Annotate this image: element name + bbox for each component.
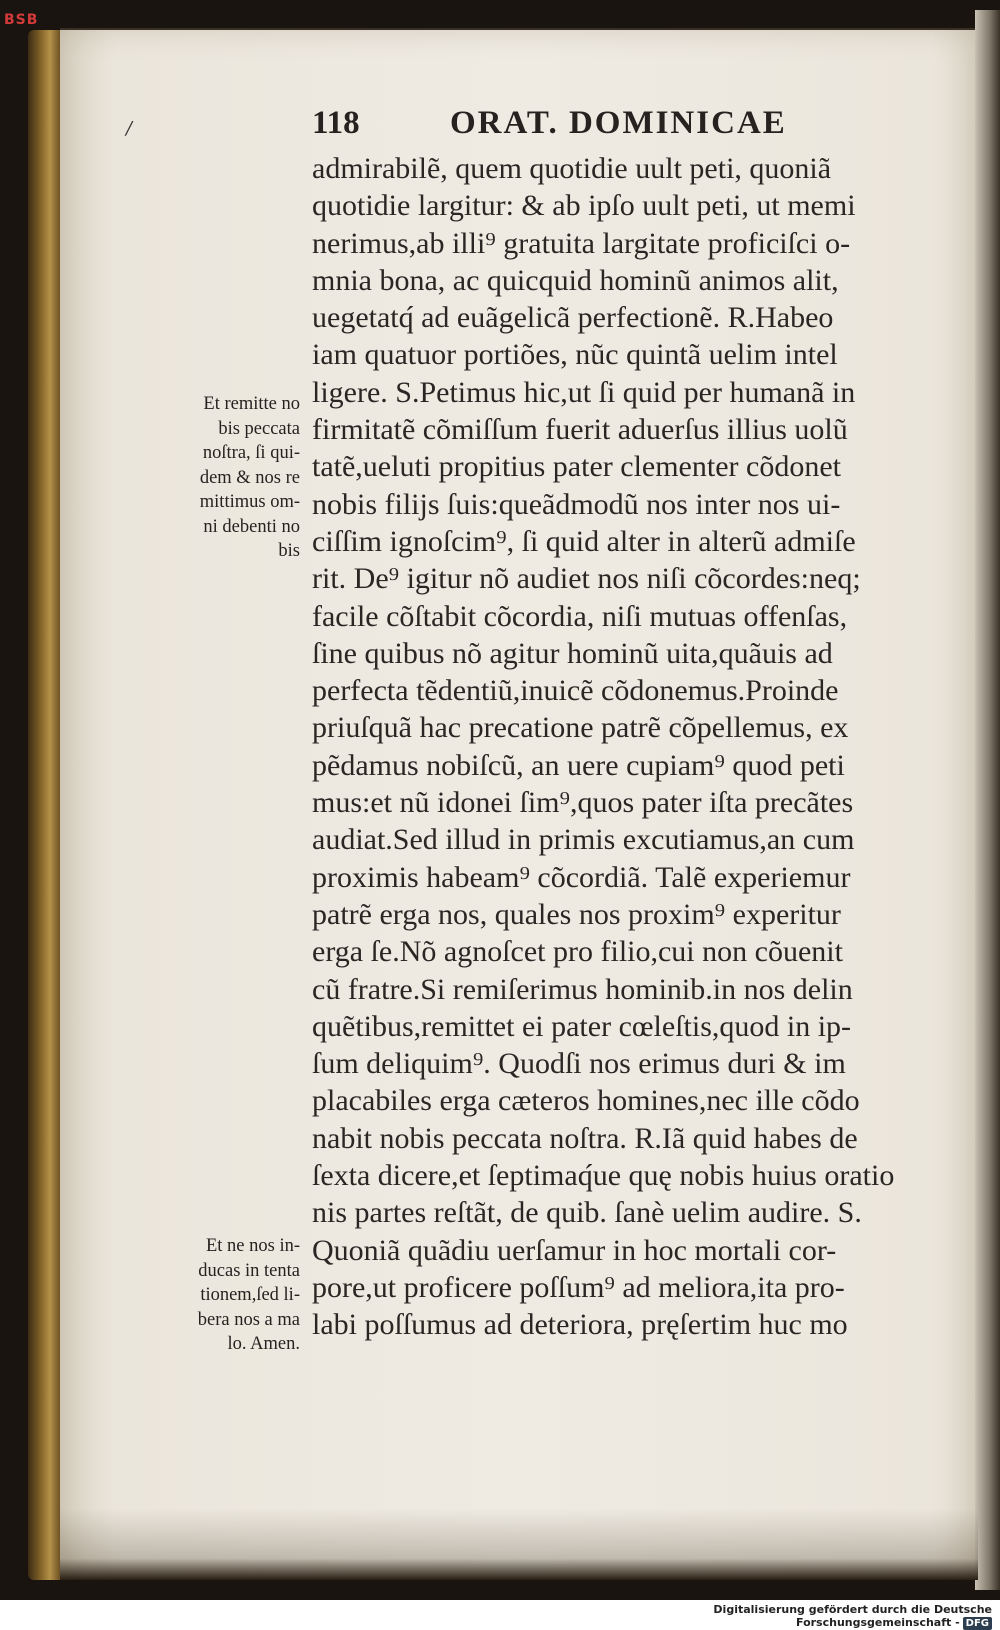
text-line: mnia bona, ac quicquid hominũ animos alit, [312, 263, 839, 297]
main-text-block [312, 150, 957, 1344]
text-line: nis partes reſtãt, de quib. ſanè uelim audire. S. [312, 1196, 862, 1230]
text-line: ſexta dicere,et ſeptimaq́ue quę nobis huius oratio [312, 1159, 895, 1193]
margin-note-line: bis [278, 541, 300, 561]
margin-note-line: bis peccata [218, 418, 300, 439]
text-line: patrẽ erga nos, quales nos proxim⁹ experitur [312, 897, 841, 931]
text-line: perfecta tẽdentiũ,inuicẽ cõdonemus.Proinde [312, 674, 839, 708]
text-line: rit. De⁹ igitur nõ audiet nos niſi cõcordes:neq; [312, 562, 861, 596]
digitization-footer [600, 1603, 992, 1629]
margin-note-line: ni debenti no [203, 516, 300, 537]
text-line: uegetatq́ ad euãgelicã perfectionẽ. R.Habeo [312, 301, 834, 335]
text-line: Quoniã quãdiu uerſamur in hoc mortali cor- [312, 1233, 837, 1267]
margin-note-line: tionem,ſed li- [200, 1285, 300, 1305]
text-line: quotidie largitur: & ab ipſo uult peti, ut memi [312, 189, 856, 223]
text-line: proximis habeam⁹ cõcordiã. Talẽ experiemur [312, 860, 851, 894]
page-gutter-shadow [975, 10, 1000, 1590]
text-line: ſum deliquim⁹. Quodſi nos erimus duri & im [312, 1047, 846, 1081]
page-header [312, 105, 952, 145]
text-line: labi poſſumus ad deteriora, pręſertim huc mo [312, 1308, 848, 1342]
corner-mark: / [126, 118, 133, 139]
text-line: ciſſim ignoſcim⁹, ſi quid alter in alterũ admiſe [312, 524, 856, 558]
margin-note-line: Et ne nos in- [205, 1236, 300, 1256]
margin-note-lead-us-not [148, 1234, 300, 1357]
text-line: facile cõſtabit cõcordia, niſi mutuas offenſas, [312, 599, 848, 633]
margin-note-line: bera nos a ma [197, 1309, 300, 1330]
text-line: cũ fratre.Si remiſerimus hominib.in nos delin [312, 972, 853, 1006]
running-title: ORAT. DOMINICAE [450, 105, 787, 141]
margin-note-line: Et remitte no [203, 394, 300, 414]
margin-note-line: noſtra, ſi qui- [202, 443, 300, 463]
text-line: mus:et nũ idonei ſim⁹,quos pater iſta precãtes [312, 786, 854, 820]
text-line: admirabilẽ, quem quotidie uult peti, quoniã [312, 152, 832, 185]
text-line: nabit nobis peccata noſtra. R.Iã quid habes de [312, 1121, 858, 1155]
text-line: iam quatuor portiões, nũc quintã uelim intel [312, 338, 838, 372]
text-line: pore,ut proficere poſſum⁹ ad meliora,ita pro- [312, 1270, 845, 1304]
text-line: nobis filijs ſuis:queãdmodũ nos inter nos ui- [312, 487, 841, 521]
margin-note-line: dem & nos re [199, 467, 300, 488]
margin-note-forgive-us [148, 392, 300, 564]
page-bottom-shadow [60, 1508, 978, 1580]
text-line: firmitatẽ cõmiſſum fuerit aduerſus illius uolũ [312, 413, 848, 447]
text-line: priuſquã hac precatione patrẽ cõpellemus, ex [312, 711, 849, 745]
margin-note-line: ducas in tenta [198, 1260, 300, 1281]
text-line: quẽtibus,remittet ei pater cœleſtis,quod in ip- [312, 1009, 852, 1043]
text-line: placabiles erga cæteros homines,nec ille cõdo [312, 1084, 860, 1118]
text-line: tatẽ,ueluti propitius pater clementer cõdonet [312, 450, 841, 484]
margin-note-line: mittimus om- [199, 492, 300, 512]
bsb-watermark: BSB [4, 12, 39, 28]
text-line: erga ſe.Nõ agnoſcet pro filio,cui non cõuenit [312, 935, 843, 969]
dfg-logo: DFG [963, 1617, 992, 1630]
page-number: 118 [312, 105, 360, 141]
text-line: audiat.Sed illud in primis excutiamus,an cum [312, 823, 855, 857]
text-line: pẽdamus nobiſcũ, an uere cupiam⁹ quod peti [312, 748, 845, 782]
text-line: ſine quibus nõ agitur hominũ uita,quãuis ad [312, 636, 833, 670]
text-line: nerimus,ab illi⁹ gratuita largitate proficiſci o- [312, 226, 851, 260]
margin-note-line: lo. Amen. [227, 1334, 300, 1354]
text-line: ligere. S.Petimus hic,ut ſi quid per humanã in [312, 375, 856, 409]
footer-text: Digitalisierung gefördert durch die Deutsche Forschungsgemeinschaft - [713, 1603, 992, 1629]
